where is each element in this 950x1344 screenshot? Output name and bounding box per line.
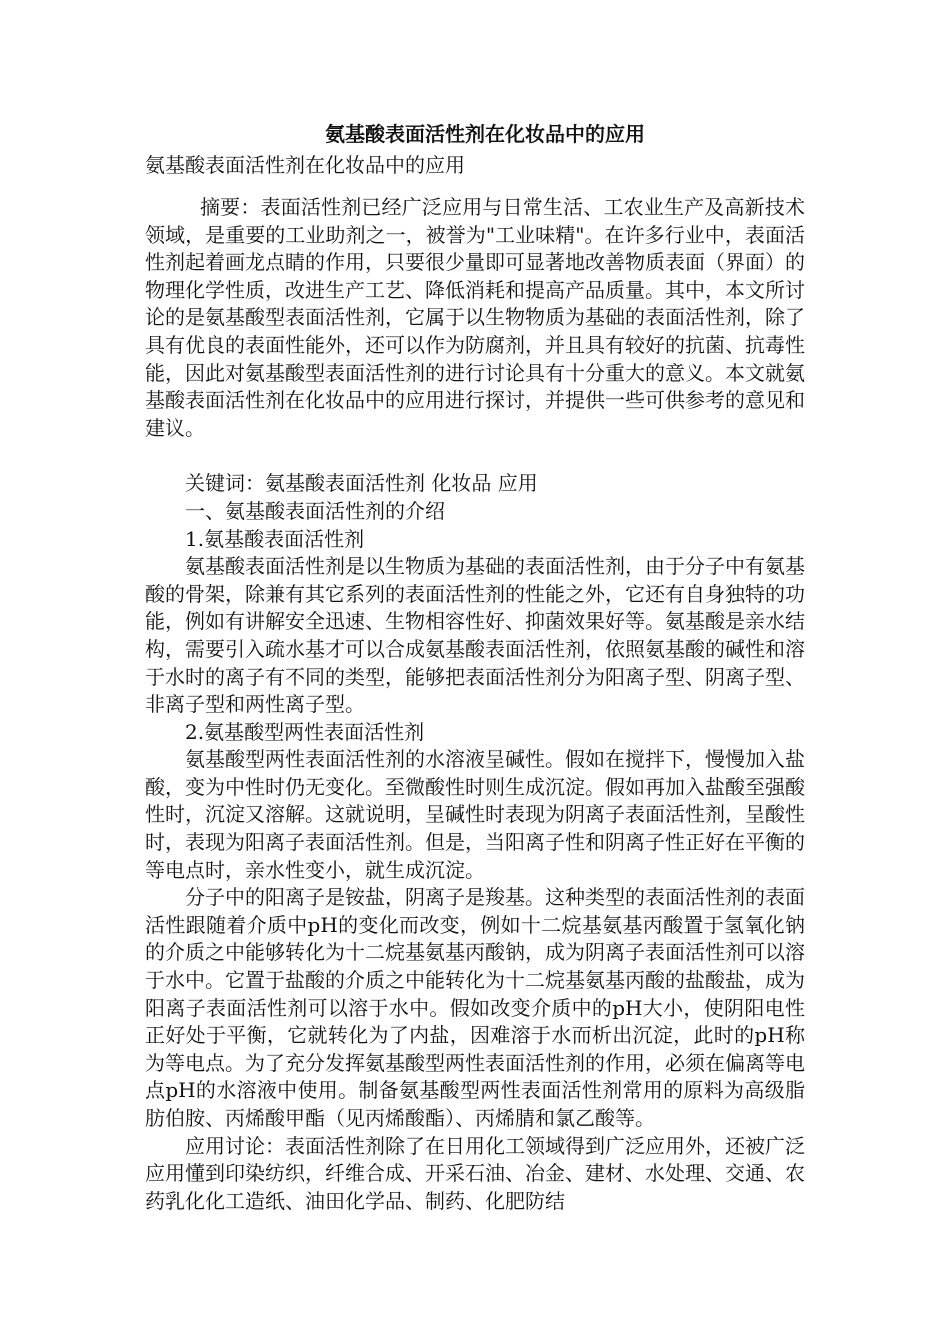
section-heading: 一、氨基酸表面活性剂的介绍 bbox=[185, 498, 445, 523]
document-title: 氨基酸表面活性剂在化妆品中的应用 bbox=[325, 122, 645, 146]
body-paragraph: 氨基酸型两性表面活性剂的水溶液呈碱性。假如在搅拌下，慢慢加入盐酸，变为中性时仍无变化。至微酸性时则生成沉淀。假如再加入盐酸至强酸性时，沉淀又溶解。这就说明，呈碱性时表现为阴离子表面活性剂，呈酸性时，表现为阳离子表面活性剂。但是，当阳离子性和阴离子性正好在平衡的等电点时，亲水性变小，就生成沉淀。 bbox=[145, 747, 805, 882]
body-paragraph: 氨基酸表面活性剂是以生物质为基础的表面活性剂，由于分子中有氨基酸的骨架，除兼有其它系列的表面活性剂的性能之外，它还有自身独特的功能，例如有讲解安全迅速、生物相容性好、抑菌效果好等。氨基酸是亲水结构，需要引入疏水基才可以合成氨基酸表面活性剂，依照氨基酸的碱性和溶于水时的离子有不同的类型，能够把表面活性剂分为阳离子型、阴离子型、非离子型和两性离子型。 bbox=[145, 554, 805, 717]
keywords-line: 关键词：氨基酸表面活性剂 化妆品 应用 bbox=[185, 471, 538, 496]
subsection-heading: 1.氨基酸表面活性剂 bbox=[185, 526, 365, 551]
subsection-heading: 2.氨基酸型两性表面活性剂 bbox=[185, 719, 425, 744]
abstract-paragraph: 摘要：表面活性剂已经广泛应用与日常生活、工农业生产及高新技术领域，是重要的工业助剂之一，被誉为"工业味精"。在许多行业中，表面活性剂起着画龙点睛的作用，只要很少量即可显著地改善物质表面（界面）的物理化学性质，改进生产工艺、降低消耗和提高产品质量。其中，本文所讨论的是氨基酸型表面活性剂，它属于以生物物质为基础的表面活性剂，除了具有优良的表面性能外，还可以作为防腐剂，并且具有较好的抗菌、抗毒性能，因此对氨基酸型表面活性剂的进行讨论具有十分重大的意义。本文就氨基酸表面活性剂在化妆品中的应用进行探讨，并提供一些可供参考的意见和建议。 bbox=[145, 195, 805, 440]
body-paragraph: 应用讨论：表面活性剂除了在日用化工领域得到广泛应用外，还被广泛应用懂到印染纺织，纤维合成、开采石油、冶金、建材、水处理、交通、农药乳化化工造纸、油田化学品、制药、化肥防结 bbox=[145, 1133, 805, 1213]
document-subtitle: 氨基酸表面活性剂在化妆品中的应用 bbox=[145, 153, 465, 177]
document-page bbox=[145, 118, 805, 1215]
body-paragraph: 分子中的阳离子是铵盐，阴离子是羧基。这种类型的表面活性剂的表面活性跟随着介质中pH的变化而改变，例如十二烷基氨基丙酸置于氢氧化钠的介质之中能够转化为十二烷基氨基丙酸钠，成为阴离子表面活性剂可以溶于水中。它置于盐酸的介质之中能转化为十二烷基氨基丙酸的盐酸盐，成为阳离子表面活性剂可以溶于水中。假如改变介质中的pH大小，使阴阳电性正好处于平衡，它就转化为了内盐，因难溶于水而析出沉淀，此时的pH称为等电点。为了充分发挥氨基酸型两性表面活性剂的作用，必须在偏离等电点pH的水溶液中使用。制备氨基酸型两性表面活性剂常用的原料为高级脂肪伯胺、丙烯酸甲酯（见丙烯酸酯）、丙烯腈和氯乙酸等。 bbox=[145, 885, 805, 1130]
